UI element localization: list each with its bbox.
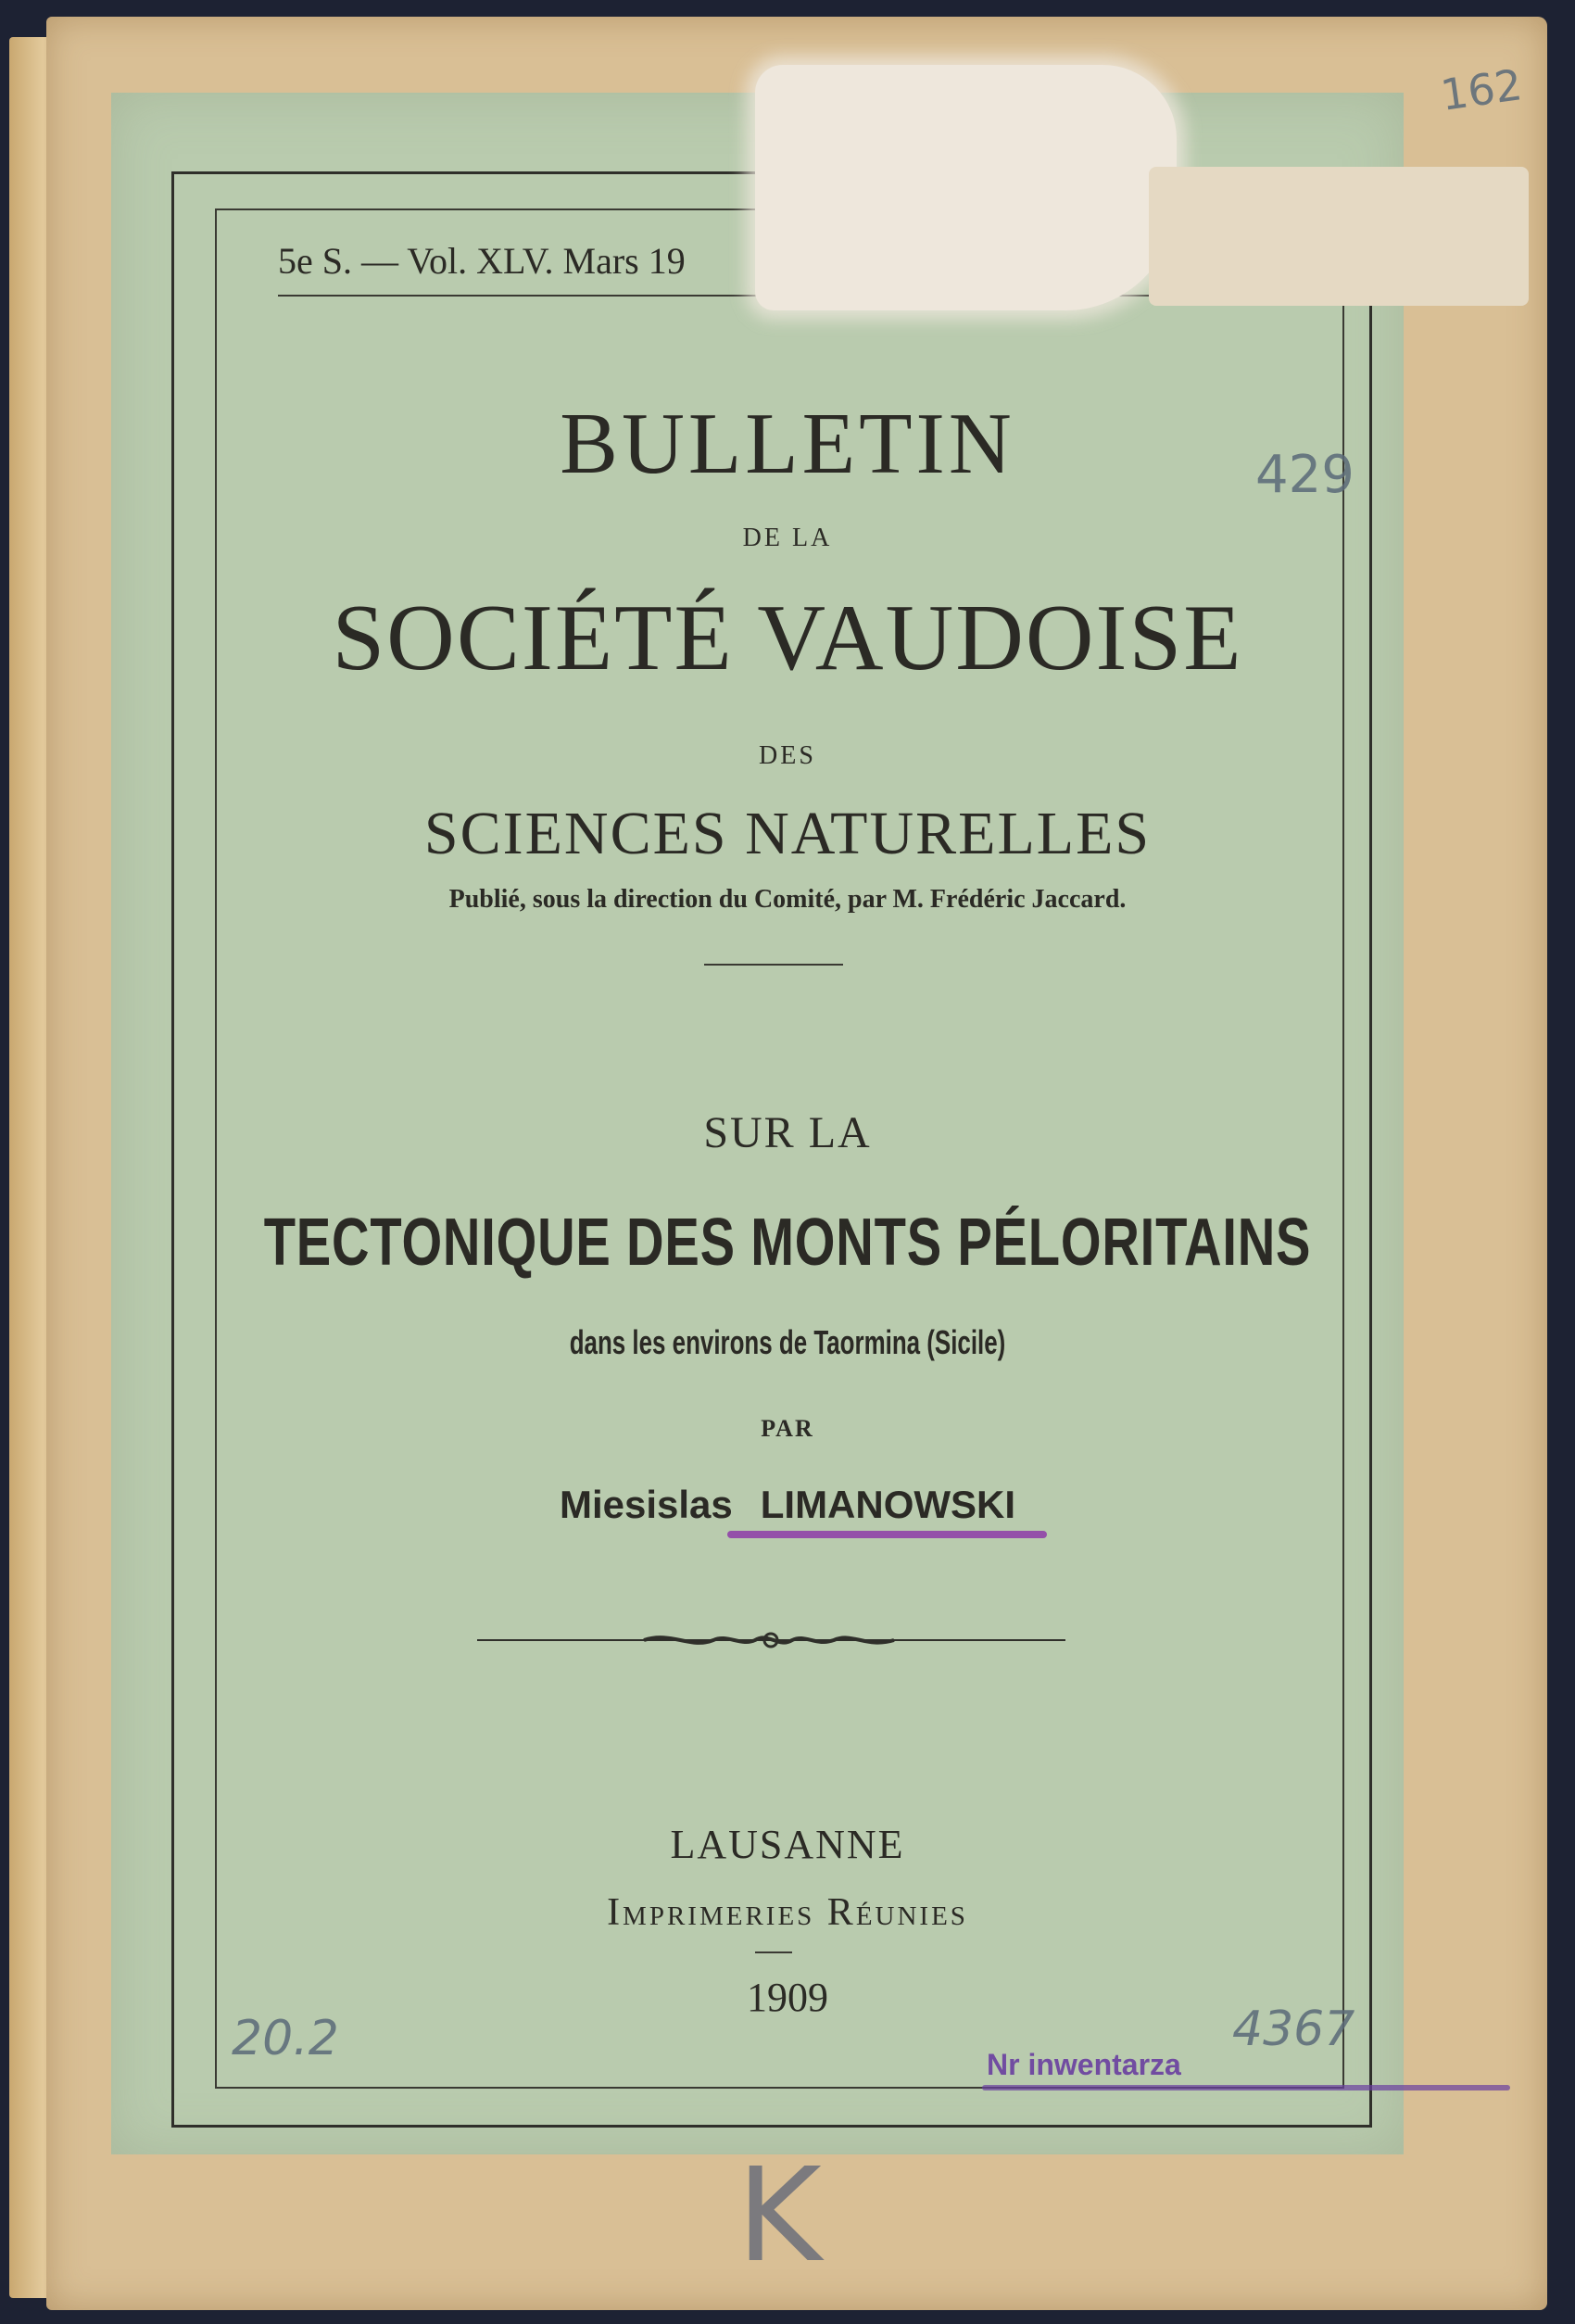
imprint-printer: Imprimeries Réunies [607, 1891, 968, 1934]
ornament-divider [477, 1626, 1065, 1654]
stamp-line [982, 2085, 1510, 2090]
editor-line: Publié, sous la direction du Comité, par M. Frédéric Jaccard. [448, 885, 1127, 914]
imprint-city: LAUSANNE [670, 1822, 905, 1867]
article-title: TECTONIQUE DES MONTS PÉLORITAINS [263, 1206, 1312, 1280]
sciences-title: SCIENCES NATURELLES [423, 800, 1152, 867]
purple-underline [727, 1531, 1047, 1538]
handwritten-top-right: 162 [1437, 59, 1526, 120]
torn-label-patch [755, 65, 1177, 310]
handwritten-number: 429 [1255, 445, 1354, 505]
inventory-stamp: Nr inwentarza [987, 2048, 1181, 2081]
section-divider [704, 964, 843, 966]
author-last-name: LIMANOWSKI [760, 1483, 1016, 1526]
article-subtitle: dans les environs de Taormina (Sicile) [569, 1323, 1006, 1361]
imprint-year: 1909 [747, 1975, 828, 2020]
par-text: PAR [761, 1415, 814, 1442]
de-la-text: DE LA [742, 524, 833, 552]
society-name: SOCIÉTÉ VAUDOISE [332, 586, 1243, 690]
imprint-divider [755, 1951, 792, 1953]
author-name [0, 1483, 1575, 1527]
author-first-name: Miesislas [559, 1483, 733, 1526]
handwritten-bottom-right: 4367 [1232, 2002, 1355, 2057]
issue-series-volume: 5e S. — Vol. XLV. Mars 19 [278, 240, 686, 282]
bulletin-title: BULLETIN [560, 396, 1015, 492]
faded-label-patch [1149, 167, 1529, 306]
sur-la-text: SUR LA [703, 1108, 872, 1157]
des-text: DES [759, 741, 816, 770]
handwritten-bottom-left: 20.2 [232, 2011, 339, 2066]
handwritten-letter: K [737, 2141, 822, 2292]
